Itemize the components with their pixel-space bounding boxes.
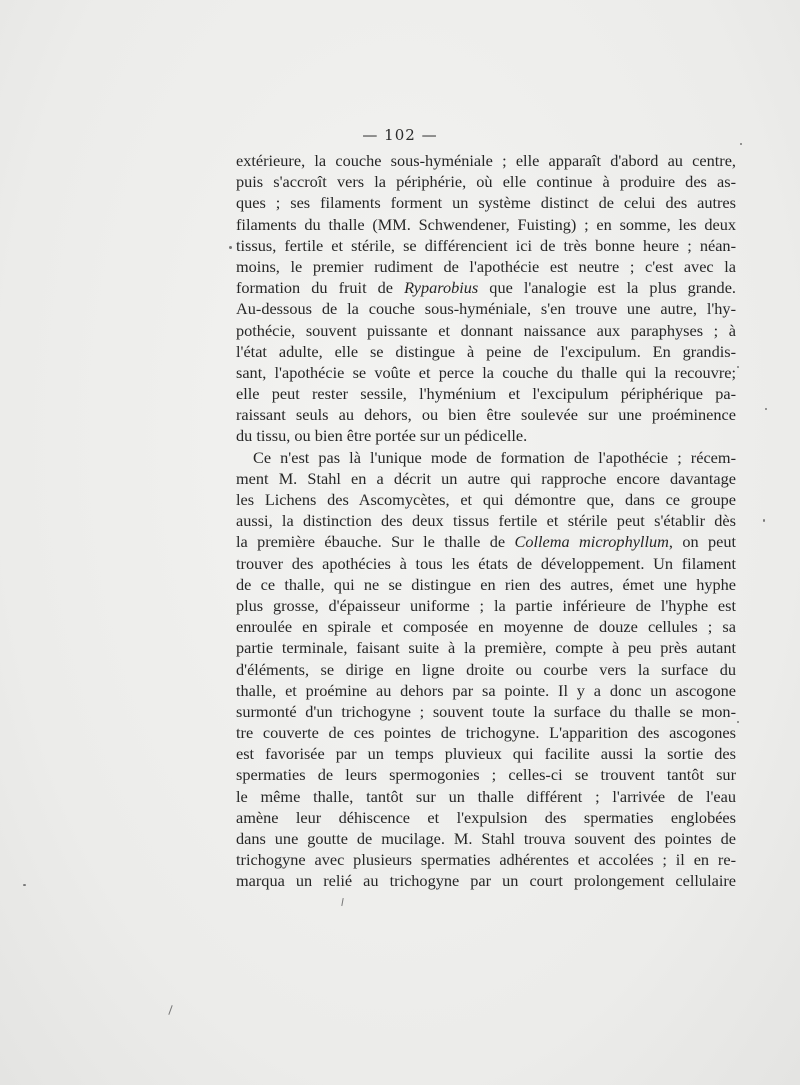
text-segment: l'état adulte, elle se distingue à peine de l'excipulum. En grandis- — [236, 341, 736, 361]
text-segment: ment M. Stahl en a décrit un autre qui rapproche encore davantage — [236, 468, 736, 488]
text-line — [236, 595, 736, 616]
text-line — [236, 510, 736, 531]
scan-speck — [168, 1005, 172, 1015]
text-segment: formation du fruit de — [236, 278, 405, 298]
italic-term: Collema microphyllum — [514, 532, 669, 552]
text-segment: moins, le premier rudiment de l'apothécie est neutre ; c'est avec la — [236, 256, 736, 276]
scan-speck — [737, 721, 739, 723]
text-segment: pothécie, souvent puissante et donnant naissance aux paraphyses ; à — [236, 320, 736, 340]
text-line — [236, 722, 736, 743]
text-line — [236, 849, 736, 870]
text-line — [236, 659, 736, 680]
scan-speck — [763, 519, 765, 522]
text-segment: est favorisée par un temps pluvieux qui facilite aussi la sortie des — [236, 744, 736, 764]
text-segment: aussi, la distinction des deux tissus fertile et stérile peut s'établir dès — [236, 511, 736, 531]
text-segment: les Lichens des Ascomycètes, et qui démontre que, dans ce groupe — [236, 490, 736, 509]
text-line — [236, 553, 736, 574]
italic-term: Ryparobius — [404, 278, 479, 298]
text-line — [236, 807, 736, 828]
text-segment: spermaties de leurs spermogonies ; celles-ci se trouvent tantôt sur — [236, 765, 736, 785]
text-segment: surmonté d'un trichogyne ; souvent toute la surface du thalle se mon- — [236, 701, 736, 721]
text-line — [236, 764, 736, 785]
scan-speck — [765, 408, 767, 410]
text-segment: , on peut — [668, 532, 736, 552]
text-segment: plus grosse, d'épaisseur uniforme ; la partie inférieure de l'hyphe est — [236, 595, 736, 615]
text-segment: trichogyne avec plusieurs spermaties adhérentes et accolées ; il en re- — [236, 850, 736, 870]
text-line — [236, 150, 736, 171]
text-segment: du tissu, ou bien être portée sur un pédicelle. — [236, 426, 528, 446]
text-line — [236, 447, 736, 468]
text-line — [236, 214, 736, 235]
text-segment: raissant seuls au dehors, ou bien être soulevée sur une proéminence — [236, 405, 736, 425]
text-segment: filaments du thalle (MM. Schwendener, Fuisting) ; en somme, les deux — [236, 214, 736, 234]
text-segment: ques ; ses filaments forment un système distinct de celui des autres — [236, 193, 736, 213]
body-text — [236, 150, 736, 892]
scan-speck — [23, 884, 26, 886]
text-line — [236, 298, 736, 319]
text-line — [236, 320, 736, 341]
text-segment: amène leur déhiscence et l'expulsion des spermaties englobées — [236, 807, 736, 827]
page-number: — 102 — — [362, 126, 438, 144]
text-segment: de ce thalle, qui ne se distingue en rien des autres, émet une hyphe — [236, 574, 736, 594]
scan-speck — [740, 143, 742, 145]
text-segment: tre couverte de ces pointes de trichogyne. L'apparition des ascogones — [236, 723, 736, 743]
text-segment: marqua un relié au trichogyne par un court prolongement cellulaire — [236, 871, 736, 891]
text-segment: Ce n'est pas là l'unique mode de formation de l'apothécie ; récem- — [253, 447, 736, 467]
text-line — [236, 531, 736, 552]
text-segment: thalle, et proémine au dehors par sa pointe. Il y a donc un ascogone — [236, 680, 736, 700]
text-line — [236, 383, 736, 404]
text-line — [236, 468, 736, 489]
text-segment: puis s'accroît vers la périphérie, où elle continue à produire des as- — [236, 172, 736, 192]
text-segment: que l'analogie est la plus grande. — [478, 278, 736, 298]
text-line — [236, 171, 736, 192]
text-line — [236, 743, 736, 764]
text-line — [236, 256, 736, 277]
text-segment: dans une goutte de mucilage. M. Stahl trouva souvent des pointes de — [236, 829, 736, 848]
text-segment: elle peut rester sessile, l'hyménium et l'excipulum périphérique pa- — [236, 384, 736, 404]
text-segment: trouver des apothécies à tous les états de développement. Un filament — [236, 553, 736, 573]
text-segment: Au-dessous de la couche sous-hyméniale, s'en trouve une autre, l'hy- — [236, 299, 736, 319]
text-line — [236, 680, 736, 701]
text-line — [236, 828, 736, 849]
scan-speck — [341, 898, 343, 906]
text-line — [236, 616, 736, 637]
text-line — [236, 277, 736, 298]
scan-speck — [229, 246, 232, 249]
text-line — [236, 235, 736, 256]
text-line — [236, 786, 736, 807]
text-line — [236, 489, 736, 510]
text-segment: tissus, fertile et stérile, se différencient ici de très bonne heure ; néan- — [236, 235, 736, 255]
text-segment: sant, l'apothécie se voûte et perce la couche du thalle qui la recouvre; — [236, 362, 736, 382]
text-segment: partie terminale, faisant suite à la première, compte à peu près autant — [236, 638, 736, 658]
text-line — [236, 870, 736, 891]
text-line — [236, 637, 736, 658]
text-line — [236, 701, 736, 722]
text-line — [236, 425, 736, 446]
text-segment: la première ébauche. Sur le thalle de — [236, 532, 515, 552]
scan-speck — [737, 366, 739, 368]
text-segment: extérieure, la couche sous-hyméniale ; elle apparaît d'abord au centre, — [236, 151, 736, 170]
text-line — [236, 341, 736, 362]
text-segment: enroulée en spirale et composée en moyenne de douze cellules ; sa — [236, 617, 736, 637]
text-line — [236, 362, 736, 383]
text-segment: le même thalle, tantôt sur un thalle différent ; l'arrivée de l'eau — [236, 786, 736, 806]
text-segment: d'éléments, se dirige en ligne droite ou courbe vers la surface du — [236, 659, 736, 679]
text-line — [236, 404, 736, 425]
text-line — [236, 574, 736, 595]
text-line — [236, 192, 736, 213]
